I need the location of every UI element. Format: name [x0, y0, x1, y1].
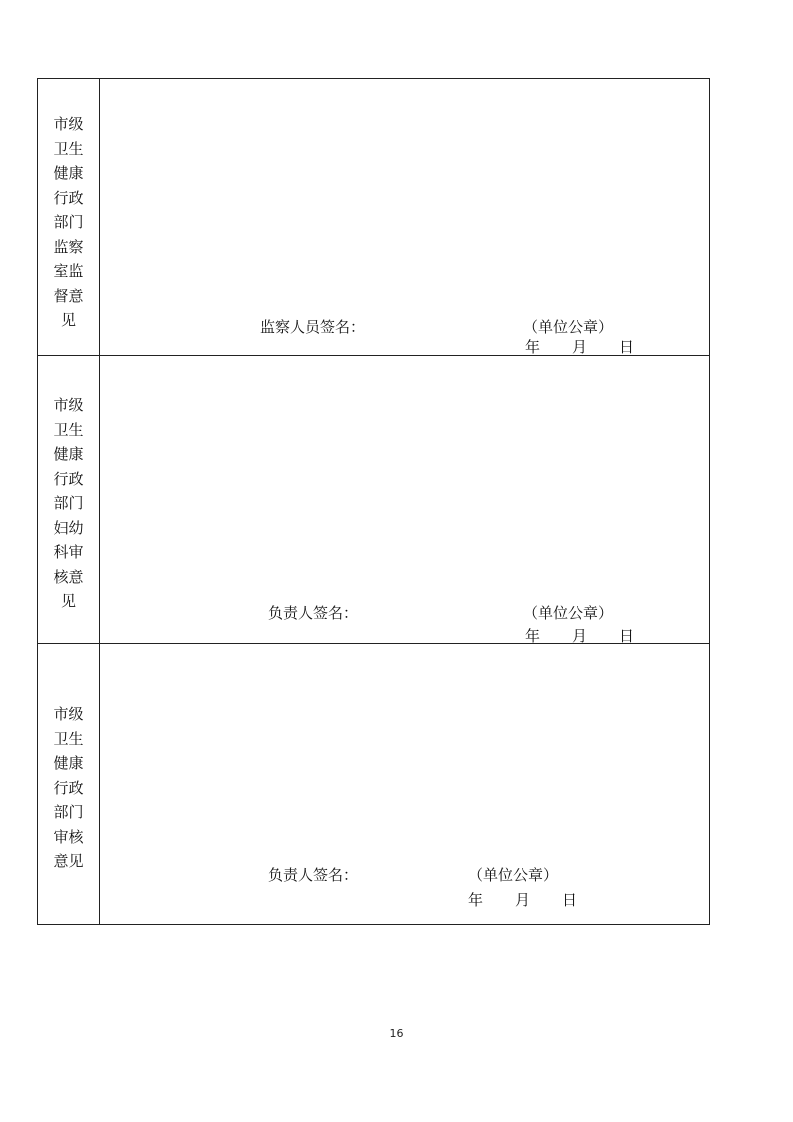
seal-label: （单位公章） [523, 318, 614, 336]
date-year-label: 年 [468, 891, 484, 909]
section-label-cell [38, 356, 100, 643]
section-maternal-child-health [38, 355, 709, 643]
opinion-field[interactable] [100, 644, 709, 924]
date-month-label: 月 [572, 627, 588, 645]
opinion-field[interactable] [100, 356, 709, 643]
section-department-review [38, 643, 709, 924]
section-supervision-office [38, 79, 709, 355]
seal-label: （单位公章） [468, 866, 559, 884]
date-day-label: 日 [562, 891, 578, 909]
section-label: 市级卫生健康行政部门监察室监督意见 [53, 115, 84, 329]
page-number: 16 [389, 1027, 404, 1040]
section-label-cell [38, 644, 100, 924]
approval-opinion-table [37, 78, 710, 925]
section-label: 市级卫生健康行政部门审核意见 [53, 705, 84, 870]
signature-label: 监察人员签名： [260, 318, 366, 336]
date-day-label: 日 [619, 627, 635, 645]
signature-label: 负责人签名： [268, 866, 359, 884]
section-label-cell [38, 79, 100, 355]
section-label: 市级卫生健康行政部门妇幼科审核意见 [53, 396, 84, 610]
signature-label: 负责人签名： [268, 604, 359, 622]
date-year-label: 年 [525, 338, 541, 356]
date-line [525, 336, 634, 357]
date-month-label: 月 [515, 891, 531, 909]
date-day-label: 日 [619, 338, 635, 356]
date-month-label: 月 [572, 338, 588, 356]
opinion-field[interactable] [100, 79, 709, 355]
date-line [468, 889, 577, 910]
date-year-label: 年 [525, 627, 541, 645]
seal-label: （单位公章） [523, 604, 614, 622]
